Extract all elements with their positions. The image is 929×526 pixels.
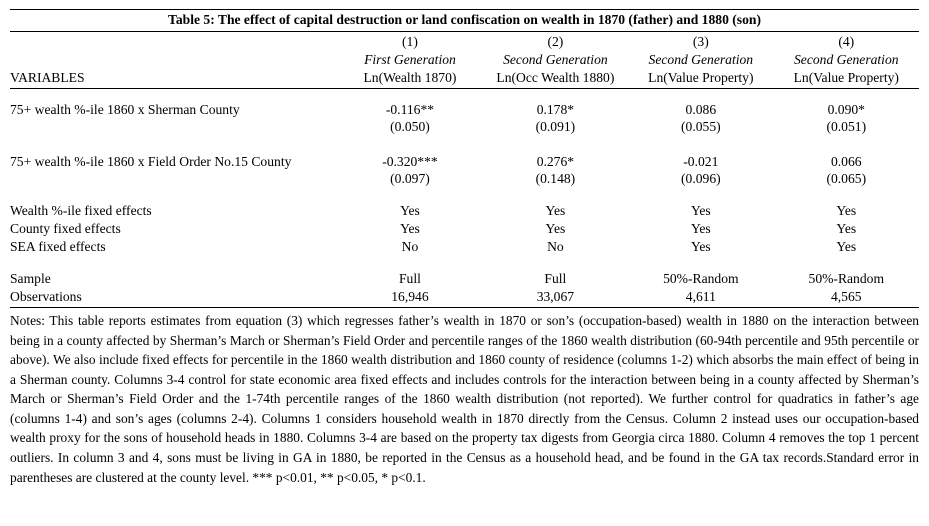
standard-error-row xyxy=(10,118,919,135)
observations-row xyxy=(10,287,919,308)
blank-cell xyxy=(10,32,337,50)
generation-label: First Generation xyxy=(364,52,456,67)
col-number: (3) xyxy=(692,34,709,49)
fe-cell: No xyxy=(401,239,419,254)
col-number: (4) xyxy=(838,34,855,49)
se-cell: (0.097) xyxy=(390,171,430,186)
summary-cell: 33,067 xyxy=(483,287,628,308)
row-label: 75+ wealth %-ile 1860 x Field Order No.15 County xyxy=(10,154,292,169)
summary-cell: 4,611 xyxy=(628,287,773,308)
dep-var-label: Ln(Value Property) xyxy=(774,68,919,89)
fe-cell: Yes xyxy=(836,203,857,218)
sample-row xyxy=(10,269,919,287)
dep-var-label: Ln(Occ Wealth 1880) xyxy=(483,68,628,89)
coef-cell: 0.086 xyxy=(685,102,717,117)
se-cell: (0.096) xyxy=(681,171,721,186)
fe-cell: Yes xyxy=(400,221,420,236)
fe-cell: Yes xyxy=(690,239,711,254)
summary-cell: Full xyxy=(398,271,421,286)
fe-cell: Yes xyxy=(836,221,857,236)
coef-cell: -0.116** xyxy=(385,102,435,117)
dependent-variable-row xyxy=(10,68,919,89)
summary-label: Observations xyxy=(10,287,337,308)
generation-label: Second Generation xyxy=(503,52,608,67)
coef-cell: -0.021 xyxy=(683,154,719,169)
se-cell: (0.148) xyxy=(535,171,576,186)
fe-label: Wealth %-ile fixed effects xyxy=(10,203,152,218)
blank-cell xyxy=(10,118,337,135)
summary-cell: 50%-Random xyxy=(663,271,739,286)
dep-var-label: Ln(Wealth 1870) xyxy=(337,68,482,89)
blank-cell xyxy=(10,170,337,187)
fe-cell: Yes xyxy=(545,203,566,218)
summary-cell: 4,565 xyxy=(774,287,919,308)
generation-label: Second Generation xyxy=(648,52,754,67)
fe-cell: Yes xyxy=(836,239,857,254)
coefficient-row xyxy=(10,153,919,170)
fe-cell: Yes xyxy=(690,221,711,236)
column-number-row xyxy=(10,32,919,50)
fixed-effects-row xyxy=(10,201,919,219)
spacer-row xyxy=(10,89,919,102)
col-number: (2) xyxy=(547,34,564,49)
coef-cell: 0.178* xyxy=(536,102,575,117)
coef-cell: 0.090* xyxy=(827,102,865,117)
se-cell: (0.091) xyxy=(535,119,576,134)
coefficient-row xyxy=(10,101,919,118)
fixed-effects-row xyxy=(10,219,919,237)
se-cell: (0.055) xyxy=(681,119,721,134)
row-label: 75+ wealth %-ile 1860 x Sherman County xyxy=(10,102,240,117)
variables-header: VARIABLES xyxy=(10,68,337,89)
coef-cell: 0.276* xyxy=(536,154,575,169)
fe-cell: No xyxy=(547,239,564,254)
spacer-row xyxy=(10,135,919,153)
fe-cell: Yes xyxy=(690,203,711,218)
summary-cell: Full xyxy=(544,271,567,286)
fe-cell: Yes xyxy=(545,221,566,236)
dep-var-label: Ln(Value Property) xyxy=(628,68,773,89)
generation-row xyxy=(10,50,919,68)
spacer-row xyxy=(10,187,919,201)
fixed-effects-row xyxy=(10,237,919,255)
fe-label: SEA fixed effects xyxy=(10,239,106,254)
summary-cell: 16,946 xyxy=(337,287,482,308)
se-cell: (0.051) xyxy=(826,119,867,134)
coef-cell: 0.066 xyxy=(830,154,862,169)
col-number: (1) xyxy=(402,34,418,49)
fe-label: County fixed effects xyxy=(10,221,121,236)
coef-cell: -0.320*** xyxy=(382,154,438,169)
table-title: Table 5: The effect of capital destruction or land confiscation on wealth in 1870 (father) and 1880 (son) xyxy=(168,12,761,27)
spacer-row xyxy=(10,255,919,269)
standard-error-row xyxy=(10,170,919,187)
blank-cell xyxy=(10,50,337,68)
table-notes: Notes: This table reports estimates from equation (3) which regresses father’s wealth in 1870 or son’s (occupation-based) wealth in 1880 on the interaction between being in a county affected by Sherman’s March or Sherman’s Field Order and percentile ranges of the 1860 wealth distribution (60-94th percentile and 95th percentile or above). We also include fixed effects for percentile in the 1860 wealth distribution and 1860 county of residence (columns 1-2) which absorbs the main effect of being in a Sherman county. Columns 3-4 control for state economic area fixed effects and includes controls for the interaction between being in a county affected by Sherman’s March or Sherman’s Field Order and the 1-74th percentile ranges of the 1860 wealth distribution (not reported). We further control for quadratics in father’s age (columns 1-4) and son’s ages (columns 2-4). Columns 1 considers household wealth in 1870 directly from the Census. Column 2 instead uses our occupation-based wealth proxy for the sons of household heads in 1880. Columns 3-4 are based on the property tax digests from Georgia circa 1880. Column 4 removes the top 1 percent outliers. In column 3 and 4, sons must be living in GA in 1880, be reported in the Census as a household head, and be found in the GA tax records.Standard error in parentheses are clustered at the county level. *** p<0.01, ** p<0.05, * p<0.1. xyxy=(10,313,919,485)
se-cell: (0.065) xyxy=(826,171,867,186)
regression-table xyxy=(10,32,919,308)
fe-cell: Yes xyxy=(400,203,420,218)
generation-label: Second Generation xyxy=(793,52,899,67)
se-cell: (0.050) xyxy=(390,119,430,134)
summary-cell: 50%-Random xyxy=(808,271,885,286)
summary-label: Sample xyxy=(10,271,51,286)
